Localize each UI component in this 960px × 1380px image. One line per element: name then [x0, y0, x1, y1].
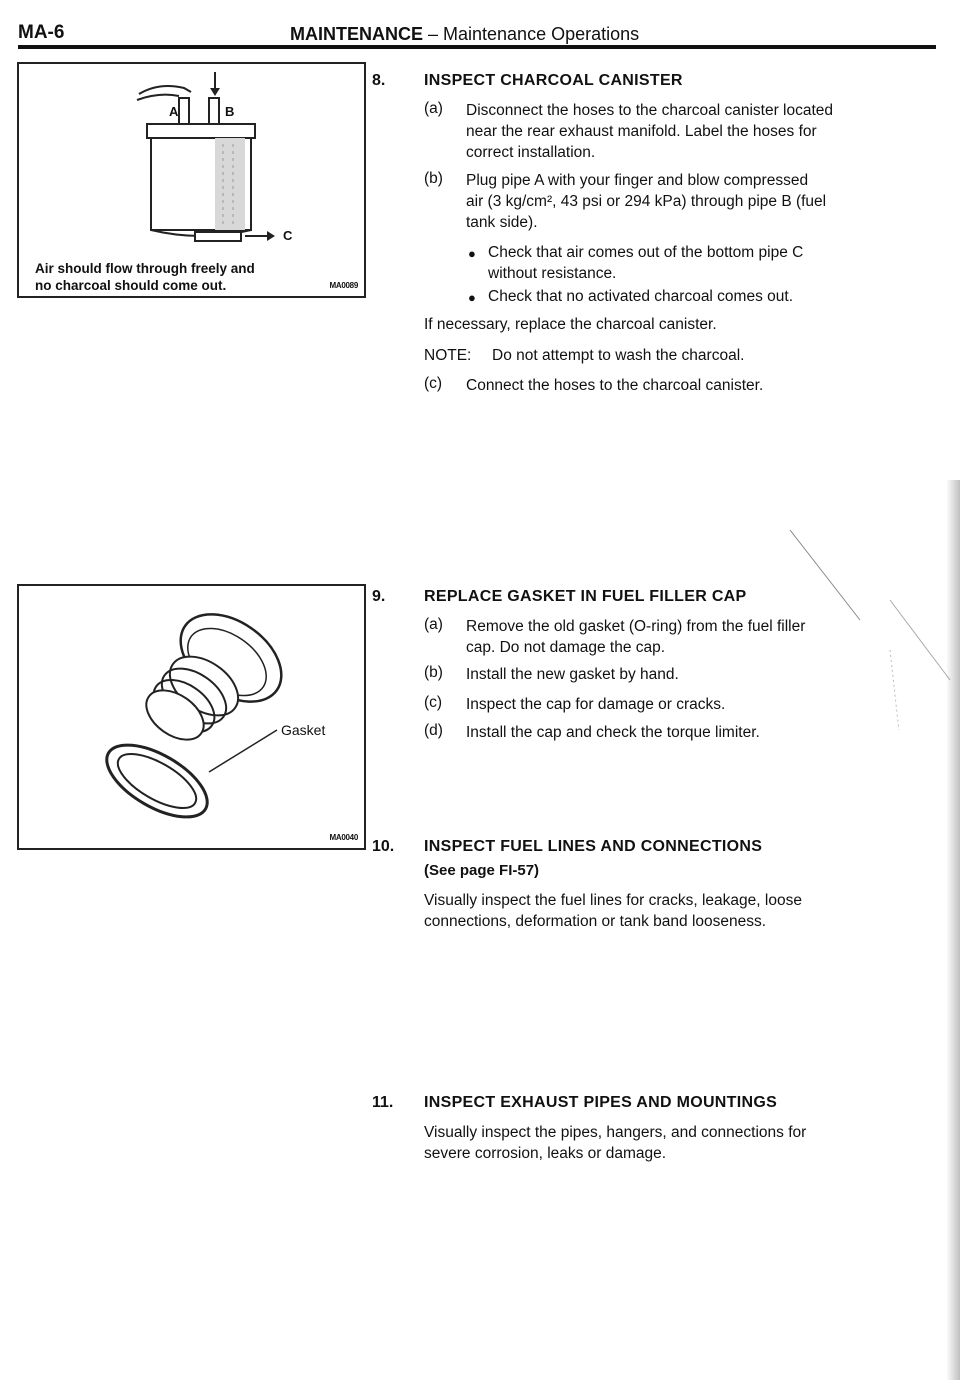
figure1-code: MA0089	[329, 281, 358, 290]
header-subsection: – Maintenance Operations	[423, 24, 640, 44]
section9-title: REPLACE GASKET IN FUEL FILLER CAP	[424, 588, 747, 605]
section8-a-marker: (a)	[424, 100, 443, 117]
figure1-caption-line: Air should flow through freely and	[35, 261, 255, 276]
section10-ref: (See page FI-57)	[424, 862, 540, 879]
section8-note-label: NOTE:	[424, 347, 472, 364]
label-pipe-c: C	[283, 228, 293, 243]
label-gasket: Gasket	[281, 722, 326, 738]
section10-number: 10.	[372, 838, 395, 855]
figure1-caption	[35, 260, 255, 294]
scan-edge-shadow	[946, 480, 960, 1380]
text-line: tank side).	[466, 214, 538, 231]
figure-fuel-filler-cap	[17, 584, 366, 850]
section9-d-text: Install the cap and check the torque limiter.	[466, 724, 760, 741]
text-line: connections, deformation or tank band looseness.	[424, 913, 767, 930]
header-title	[290, 24, 639, 45]
header-rule	[18, 45, 936, 49]
section8-b-marker: (b)	[424, 170, 443, 187]
filler-cap-illustration	[19, 586, 364, 848]
figure2-code: MA0040	[329, 833, 358, 842]
page-code: MA-6	[18, 22, 65, 43]
section10-title: INSPECT FUEL LINES AND CONNECTIONS	[424, 838, 763, 855]
bullet-dot-icon: ●	[468, 246, 476, 261]
section8-c-marker: (c)	[424, 375, 443, 392]
text-line: air (3 kg/cm², 43 psi or 294 kPa) through pipe B (fuel	[466, 193, 827, 210]
section9-d-marker: (d)	[424, 722, 443, 739]
label-pipe-b: B	[225, 104, 235, 119]
canister-illustration	[19, 64, 364, 259]
section8-bullet2: Check that no activated charcoal comes out.	[488, 288, 793, 305]
text-line: correct installation.	[466, 144, 596, 161]
text-line: severe corrosion, leaks or damage.	[424, 1145, 667, 1162]
section11-number: 11.	[372, 1094, 394, 1111]
section8-c-text: Connect the hoses to the charcoal canister.	[466, 377, 764, 394]
figure-charcoal-canister	[17, 62, 366, 298]
section9-a-marker: (a)	[424, 616, 443, 633]
section8-if-necessary: If necessary, replace the charcoal canister.	[424, 316, 717, 333]
section11-title: INSPECT EXHAUST PIPES AND MOUNTINGS	[424, 1094, 778, 1111]
section8-note-text: Do not attempt to wash the charcoal.	[492, 347, 745, 364]
section10-text	[424, 890, 936, 932]
header-section: MAINTENANCE	[290, 24, 423, 44]
page-header	[18, 18, 936, 48]
section11-text	[424, 1122, 936, 1164]
text-line: Disconnect the hoses to the charcoal canister located	[466, 102, 834, 119]
text-line: near the rear exhaust manifold. Label the hoses for	[466, 123, 817, 140]
figure1-caption-line: no charcoal should come out.	[35, 278, 227, 293]
section8-a-text	[466, 100, 936, 163]
text-line: Check that air comes out of the bottom pipe C	[488, 244, 804, 261]
text-line: Visually inspect the pipes, hangers, and connections for	[424, 1124, 807, 1141]
section8-number: 8.	[372, 72, 386, 89]
section9-c-marker: (c)	[424, 694, 443, 711]
section8-b-text	[466, 170, 936, 233]
label-pipe-a: A	[169, 104, 179, 119]
scan-artifact-lines	[740, 530, 960, 730]
section8-bullet1	[488, 242, 938, 284]
text-line: Visually inspect the fuel lines for cracks, leakage, loose	[424, 892, 802, 909]
section9-b-text: Install the new gasket by hand.	[466, 666, 679, 683]
section9-c-text: Inspect the cap for damage or cracks.	[466, 696, 726, 713]
text-line: Remove the old gasket (O-ring) from the fuel filler	[466, 618, 806, 635]
section9-number: 9.	[372, 588, 386, 605]
text-line: Plug pipe A with your finger and blow compressed	[466, 172, 809, 189]
section8-title: INSPECT CHARCOAL CANISTER	[424, 72, 683, 89]
section9-b-marker: (b)	[424, 664, 443, 681]
text-line: cap. Do not damage the cap.	[466, 639, 666, 656]
bullet-dot-icon: ●	[468, 290, 476, 305]
text-line: without resistance.	[488, 265, 617, 282]
